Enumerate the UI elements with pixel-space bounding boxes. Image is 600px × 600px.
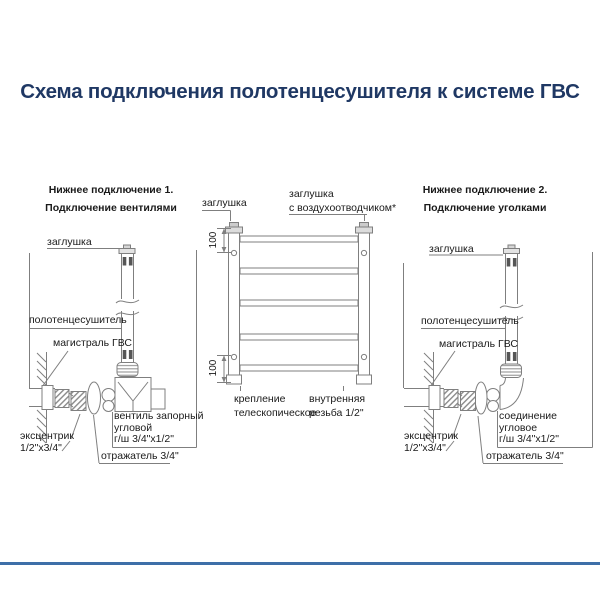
left-label-eccentric: эксцентрик 1/2"х3/4" (20, 430, 74, 454)
union-nut-icon (487, 389, 500, 402)
dimension-top-value: 100 (208, 231, 219, 249)
footer-divider (0, 562, 600, 565)
left-label-towel-rail: полотенцесушитель (29, 314, 127, 326)
right-label-corner-union: соединение угловое г/ш 3/4"х1/2" (499, 410, 559, 445)
right-label-eccentric: эксцентрик 1/2"х3/4" (404, 430, 458, 454)
left-label-reflector: отражатель 3/4" (101, 450, 179, 462)
valve-union-nut-icon (117, 363, 138, 377)
cap-icon (226, 227, 243, 233)
right-label-cap: заглушка (429, 243, 474, 255)
middle-label-thread: внутренняя резьба 1/2" (309, 393, 366, 419)
middle-label-air-cap: заглушка с воздухоотводчиком* (289, 188, 397, 214)
right-label-towel-rail: полотенцесушитель (421, 315, 519, 327)
union-nut-icon (102, 389, 115, 402)
left-scheme-heading-1: Нижнее подключение 1. (48, 184, 174, 196)
right-label-mains: магистраль ГВС (439, 338, 518, 350)
middle-label-cap: заглушка (202, 197, 247, 209)
pipe-break-icon (500, 305, 523, 308)
rung (240, 268, 358, 274)
rung (240, 236, 358, 242)
pipe-break-icon (116, 300, 139, 303)
eccentric-icon (55, 390, 69, 408)
air-vent-cap-icon (356, 227, 373, 233)
cap-icon (504, 249, 520, 254)
right-label-reflector: отражатель 3/4" (486, 450, 564, 462)
elbow-union-nut-icon (501, 364, 522, 378)
page-title: Схема подключения полотенцесушителя к системе ГВС (20, 80, 580, 103)
elbow-icon (500, 378, 524, 410)
bracket-icon (361, 354, 366, 359)
reflector-icon (88, 382, 101, 414)
eccentric-icon (444, 390, 458, 408)
rung (240, 334, 358, 340)
left-label-mains: магистраль ГВС (53, 337, 132, 349)
bracket-icon (361, 250, 366, 255)
left-scheme-heading-2: Подключение вентилями (45, 202, 177, 214)
cap-icon (119, 249, 135, 254)
rung (240, 300, 358, 306)
right-scheme-heading-2: Подключение уголками (423, 202, 547, 214)
middle-scheme-drawing (202, 211, 373, 392)
bracket-icon (231, 250, 236, 255)
rung (240, 365, 358, 371)
left-label-valve: вентиль запорный угловой г/ш 3/4"х1/2" (114, 410, 204, 445)
right-scheme-heading-1: Нижнее подключение 2. (422, 184, 548, 196)
bracket-icon (231, 354, 236, 359)
dimension-bottom-value: 100 (208, 359, 219, 377)
reflector-icon (475, 382, 487, 414)
middle-label-bracket: крепление телескопическое (234, 393, 317, 419)
left-label-cap: заглушка (47, 236, 92, 248)
